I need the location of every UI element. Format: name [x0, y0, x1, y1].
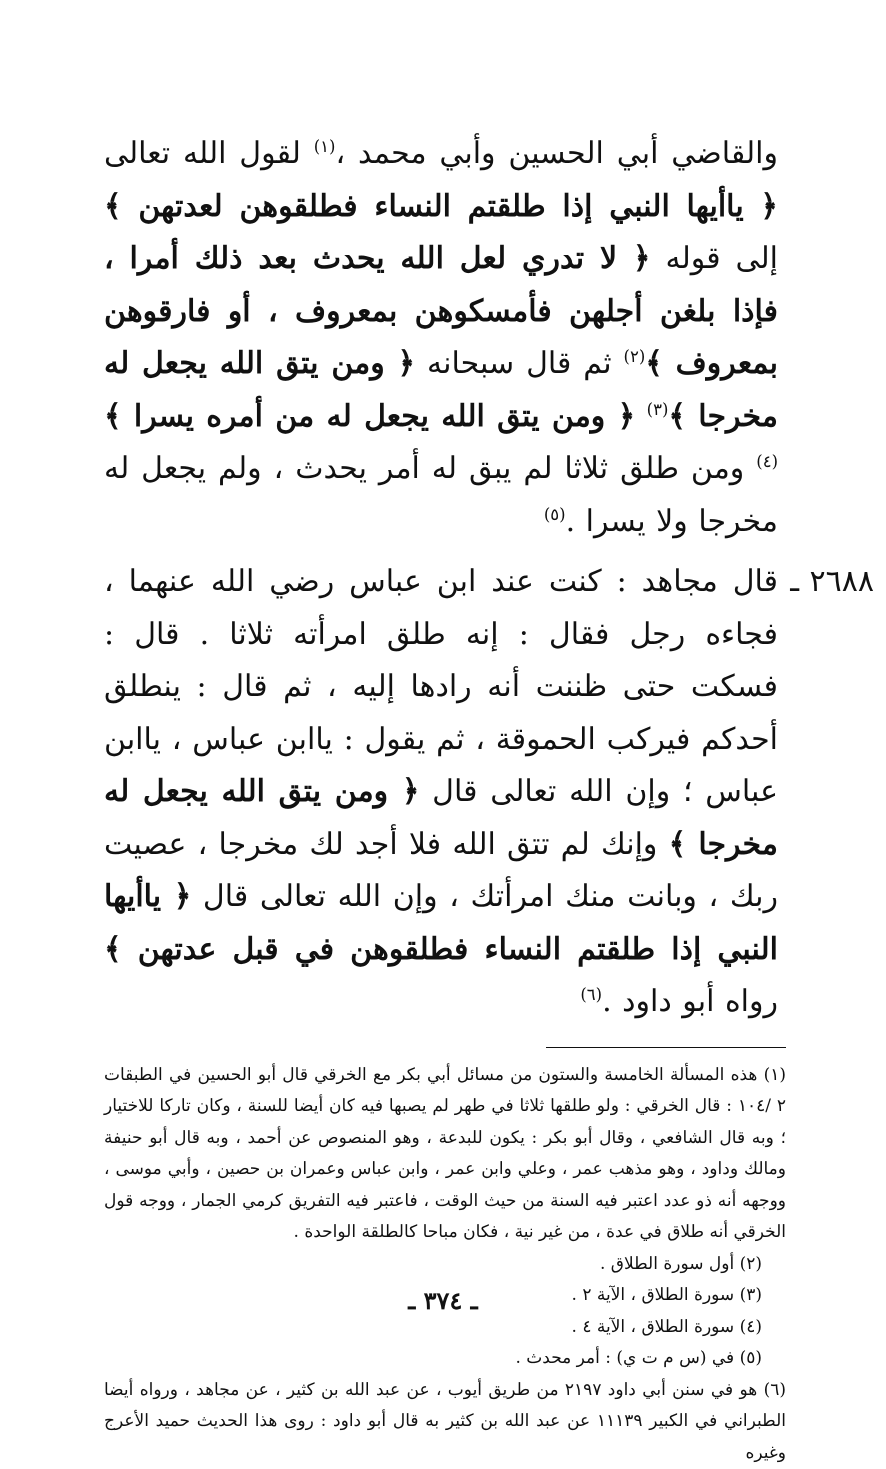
footnotes — [104, 1060, 786, 1469]
footnote-3: (٣) سورة الطلاق ، الآية ٢ . — [104, 1280, 786, 1312]
quran-quote: ﴿ ومن يتق الله يجعل له مخرجا ﴾ — [104, 346, 778, 434]
footnote-ref: (٤) — [756, 452, 778, 471]
text-run: والقاضي أبي الحسين وأبي محمد ، — [335, 136, 778, 171]
quran-quote: ﴿ ومن يتق الله يجعل له مخرجا ﴾ — [104, 774, 778, 862]
footnote-ref: (٣) — [647, 400, 669, 419]
text-run: وإنك لم تتق الله فلا أجد لك مخرجا ، عصيت ربك ، وبانت منك امرأتك ، وإن الله تعالى قال — [104, 827, 778, 915]
footnote-1: (١) هذه المسألة الخامسة والستون من مسائل أبي بكر مع الخرقي قال أبو الحسين في الطبقات ٢ /١٠٤ : قال الخرقي : ولو طلقها ثلاثا في طهر لم يصبها فيه كان أيضا للسنة ، وكان تاركا للاختيار ؛ وبه قال الشافعي ، وقال أبو بكر : يكون للبدعة ، وهو المنصوص عن أحمد ، وبه قال أبو حنيفة ومالك وداود ، وهو مذهب عمر ، وعلي وابن عمر ، وابن عباس وعمران بن حصين ، وأبي موسى ، ووجهه أنه ذو عدد اعتبر فيه السنة من حيث الوقت ، فاعتبر فيه التفريق كرمي الجمار ، ووجه قول الخرقي أنه طلاق في عدة ، من غير نية ، فكان مباحا كالطلقة الواحدة . — [104, 1060, 786, 1249]
quran-quote: ﴿ لا تدري لعل الله يحدث بعد ذلك أمرا ، فإذا بلغن أجلهن فأمسكوهن بمعروف ، أو فارقوهن بمعروف ﴾ — [104, 241, 778, 381]
entry-2688 — [104, 556, 786, 1029]
footnote-separator — [546, 1047, 786, 1048]
page-number: ـ ٣٧٤ ـ — [0, 1286, 886, 1315]
main-paragraph — [104, 128, 786, 548]
footnote-6: (٦) هو في سنن أبي داود ٢١٩٧ من طريق أيوب ، عن عبد الله بن كثير ، عن مجاهد ، ورواه أيضا الطبراني في الكبير ١١١٣٩ عن عبد الله بن كثير به قال أبو داود : روى هذا الحديث حميد الأعرج وغيره — [104, 1375, 786, 1469]
footnote-ref: (١) — [314, 137, 336, 156]
text-run: ومن طلق ثلاثا لم يبق له أمر يحدث ، ولم يجعل له مخرجا ولا يسرا . — [104, 451, 778, 539]
text-run: قال مجاهد : كنت عند ابن عباس رضي الله عنهما ، فجاءه رجل فقال : إنه طلق امرأته ثلاثا . قال : فسكت حتى ظننت أنه رادها إليه ، ثم قال : ينطلق أحدكم فيركب الحموقة ، ثم يقول : ياابن عباس ، ياابن عباس ؛ وإن الله تعالى قال — [104, 564, 778, 809]
footnote-ref: (٦) — [580, 985, 602, 1004]
footnote-2: (٢) أول سورة الطلاق . — [104, 1249, 786, 1281]
text-run: لقول الله تعالى — [104, 136, 314, 171]
text-run: رواه أبو داود . — [602, 984, 778, 1019]
quran-quote: ﴿ ومن يتق الله يجعل له من أمره يسرا ﴾ — [104, 399, 635, 434]
footnote-4: (٤) سورة الطلاق ، الآية ٤ . — [104, 1312, 786, 1344]
footnote-ref: (٥) — [544, 505, 566, 524]
footnote-ref: (٢) — [624, 347, 646, 366]
quran-quote: ﴿ ياأيها النبي إذا طلقتم النساء فطلقوهن في قبل عدتهن ﴾ — [104, 879, 778, 967]
text-run: إلى قوله — [651, 241, 778, 276]
entry-number: ٢٦٨٨ ـ — [790, 556, 874, 609]
footnote-5: (٥) في (س م ت ي) : أمر محدث . — [104, 1343, 786, 1375]
text-run — [635, 399, 646, 434]
text-run: ثم قال سبحانه — [415, 346, 623, 381]
quran-quote: ﴿ ياأيها النبي إذا طلقتم النساء فطلقوهن لعدتهن ﴾ — [104, 189, 778, 224]
